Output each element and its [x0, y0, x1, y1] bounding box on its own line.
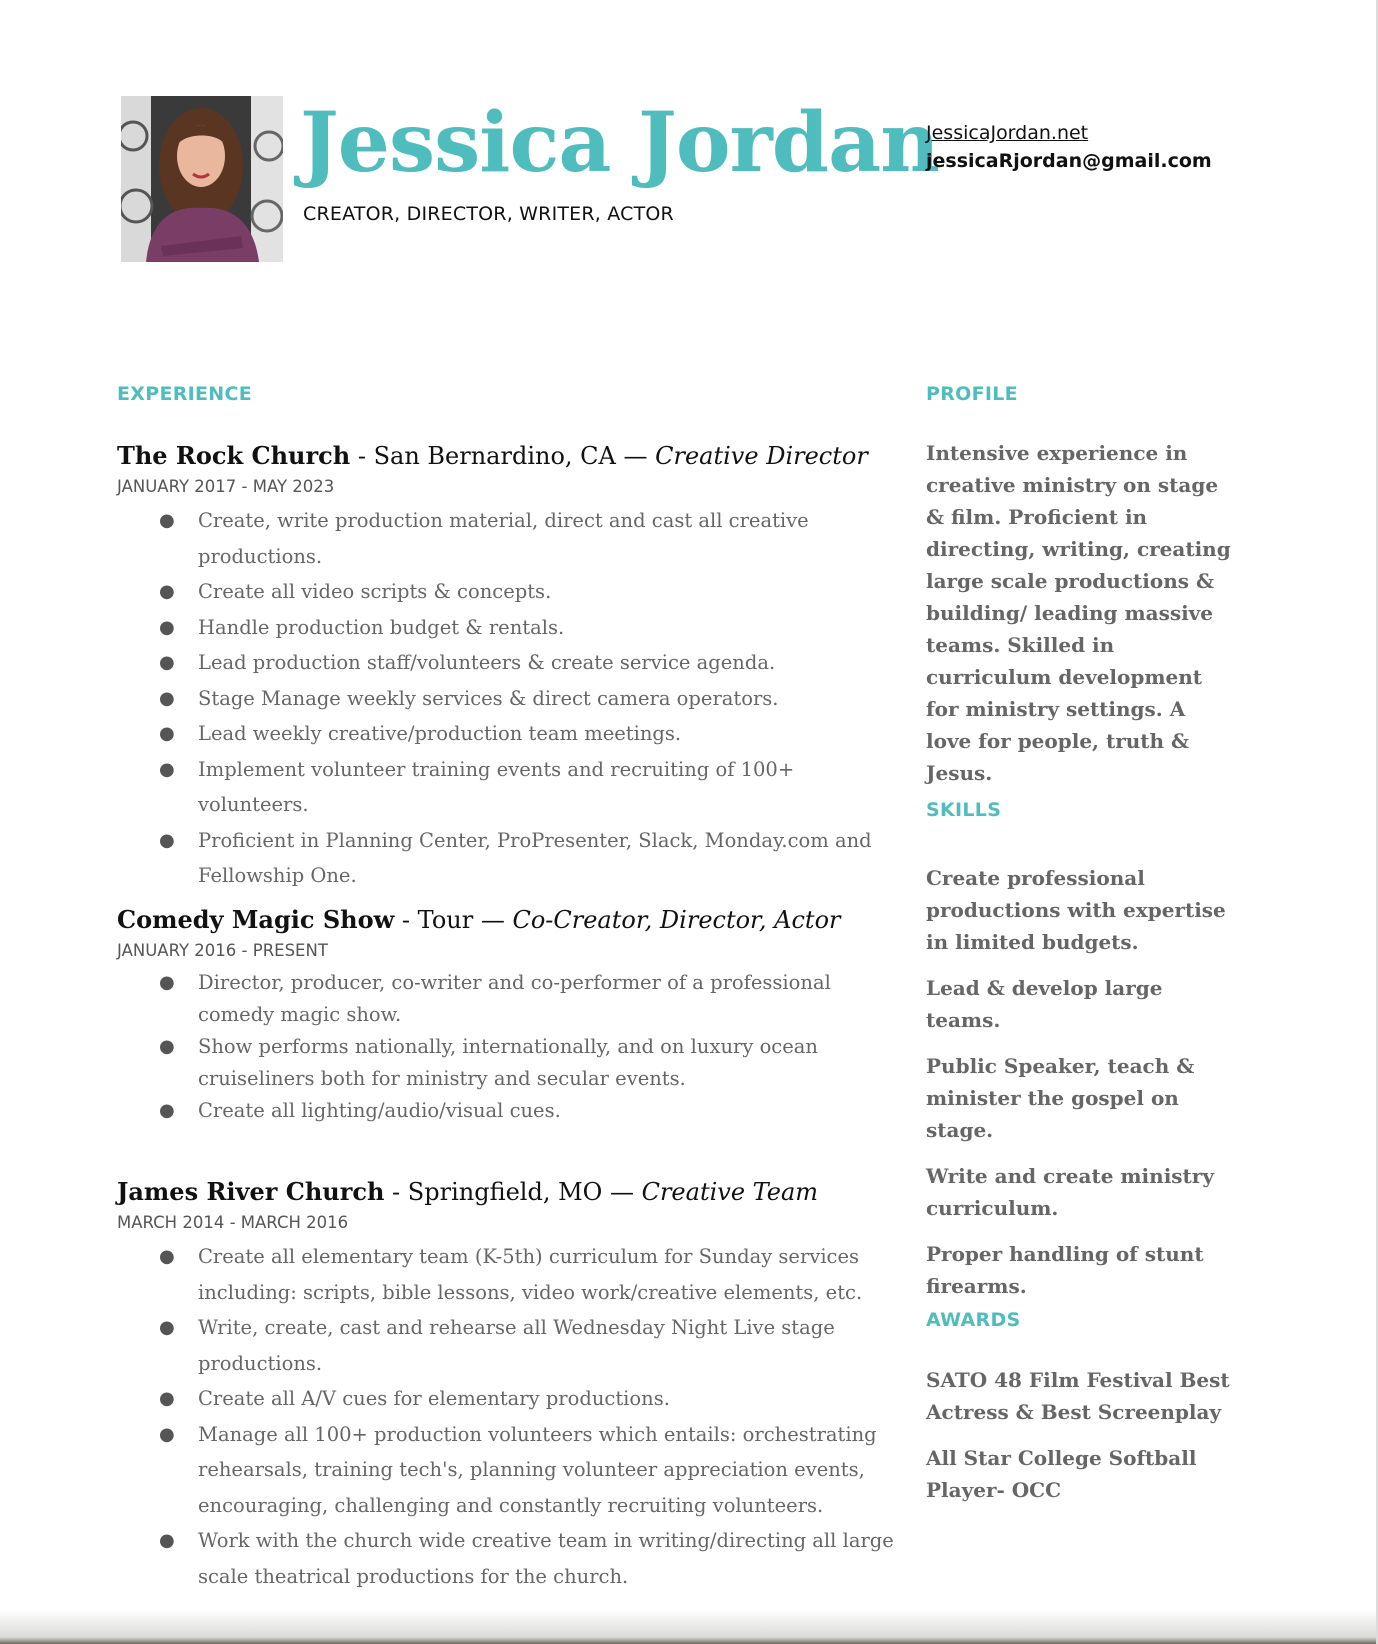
bullet-item: ● Show performs nationally, internationally, and on luxury ocean cruiseliners both for ministry and secular events. [117, 1031, 907, 1095]
profile-heading: PROFILE [926, 383, 1018, 405]
candidate-name: Jessica Jordan [300, 95, 939, 191]
bullet-icon: ● [159, 1388, 175, 1409]
profile-text: Intensive experience in creative ministry on stage & film. Proficient in directing, writing, creating large scale productions & building/ leading massive teams. Skilled in curriculum development for ministry settings. A love for people, truth & Jesus. [926, 441, 1231, 785]
bullet-item: ● Create all lighting/audio/visual cues. [117, 1095, 907, 1127]
skill-item: Write and create ministry curriculum. [926, 1164, 1214, 1220]
bullet-icon: ● [159, 1530, 175, 1551]
skill-item: Proper handling of stunt firearms. [926, 1242, 1204, 1298]
skill-item: Public Speaker, teach & minister the gospel on stage. [926, 1054, 1195, 1142]
portrait-image [121, 96, 283, 262]
job-entry-rock-church [117, 439, 907, 894]
bullet-icon: ● [159, 829, 175, 851]
bullet-item: ● Create all video scripts & concepts. [117, 574, 907, 610]
job-entry-comedy-magic [117, 903, 907, 1127]
bullet-item: ● Handle production budget & rentals. [117, 610, 907, 646]
bullet-item: ● Lead weekly creative/production team meetings. [117, 716, 907, 752]
job-dates: MARCH 2014 - MARCH 2016 [117, 1213, 349, 1232]
award-item: SATO 48 Film Festival Best Actress & Best Screenplay [926, 1368, 1230, 1424]
profile-photo [121, 96, 283, 262]
job-dash: — [602, 1178, 642, 1206]
bullet-item: ● Lead production staff/volunteers & create service agenda. [117, 645, 907, 681]
website-link[interactable]: JessicaJordan.net [926, 122, 1089, 144]
bullet-icon: ● [159, 1036, 175, 1057]
job-dates: JANUARY 2017 - MAY 2023 [117, 477, 335, 496]
job-dash: — [615, 442, 656, 470]
bullet-item: ● Director, producer, co-writer and co-performer of a professional comedy magic show. [117, 967, 907, 1031]
bullet-item: ● Write, create, cast and rehearse all Wednesday Night Live stage productions. [117, 1310, 907, 1381]
bullet-icon: ● [159, 510, 175, 531]
bullet-icon: ● [159, 1100, 175, 1121]
bullet-icon: ● [159, 1246, 175, 1267]
awards-heading: AWARDS [926, 1309, 1021, 1331]
bullet-icon: ● [159, 687, 175, 709]
bullet-icon: ● [159, 652, 175, 673]
job-bullets [117, 1239, 907, 1594]
job-org: James River Church [117, 1177, 385, 1206]
bullet-icon: ● [159, 1317, 175, 1338]
email-address[interactable]: jessicaRjordan@gmail.com [926, 150, 1212, 172]
job-heading [117, 1175, 907, 1209]
bullet-item: ● Proficient in Planning Center, ProPresenter, Slack, Monday.com and Fellowship One. [117, 823, 907, 894]
bullet-item: ● Create, write production material, direct and cast all creative productions. [117, 503, 907, 574]
job-sep: - [384, 1178, 408, 1206]
job-entry-james-river [117, 1175, 907, 1594]
job-sep: - [394, 906, 418, 934]
job-location: San Bernardino, CA [373, 442, 616, 470]
job-bullets [117, 967, 907, 1127]
job-org: Comedy Magic Show [117, 905, 395, 934]
bullet-icon: ● [159, 972, 175, 993]
bullet-icon: ● [159, 723, 175, 744]
job-location: Tour [417, 906, 474, 934]
tagline: CREATOR, DIRECTOR, WRITER, ACTOR [303, 203, 674, 225]
bullet-icon: ● [159, 581, 175, 602]
skills-list [926, 862, 1236, 1316]
skills-heading: SKILLS [926, 799, 1002, 821]
job-dates: JANUARY 2016 - PRESENT [117, 941, 328, 960]
bullet-item: ● Work with the church wide creative team in writing/directing all large scale theatrical productions for the church. [117, 1523, 907, 1594]
bullet-icon: ● [159, 1423, 175, 1445]
skill-item: Lead & develop large teams. [926, 976, 1163, 1032]
job-role: Creative Director [655, 442, 868, 470]
award-item: All Star College Softball Player- OCC [926, 1446, 1197, 1502]
bullet-icon: ● [159, 616, 175, 638]
job-role: Creative Team [641, 1178, 819, 1206]
job-location: Springfield, MO [407, 1178, 603, 1206]
experience-heading: EXPERIENCE [117, 383, 253, 405]
bullet-item: ● Stage Manage weekly services & direct camera operators. [117, 681, 907, 717]
job-dash: — [473, 906, 513, 934]
job-heading [117, 903, 907, 937]
bullet-item: ● Implement volunteer training events and recruiting of 100+ volunteers. [117, 752, 907, 823]
job-sep: - [350, 442, 374, 470]
page-bottom-shadow [0, 1610, 1376, 1644]
job-heading [117, 439, 907, 473]
job-role: Co-Creator, Director, Actor [512, 906, 841, 934]
skill-item: Create professional productions with expertise in limited budgets. [926, 866, 1226, 954]
bullet-item: ● Manage all 100+ production volunteers which entails: orchestrating rehearsals, training tech's, planning volunteer appreciation events, encouraging, challenging and constantly recruiting volunteers. [117, 1417, 907, 1524]
awards-list [926, 1364, 1236, 1520]
bullet-item: ● Create all elementary team (K-5th) curriculum for Sunday services including: scripts, bible lessons, video work/creative elements, etc. [117, 1239, 907, 1310]
job-org: The Rock Church [117, 441, 351, 470]
bullet-item: ● Create all A/V cues for elementary productions. [117, 1381, 907, 1417]
job-bullets [117, 503, 907, 894]
bullet-icon: ● [159, 758, 175, 780]
